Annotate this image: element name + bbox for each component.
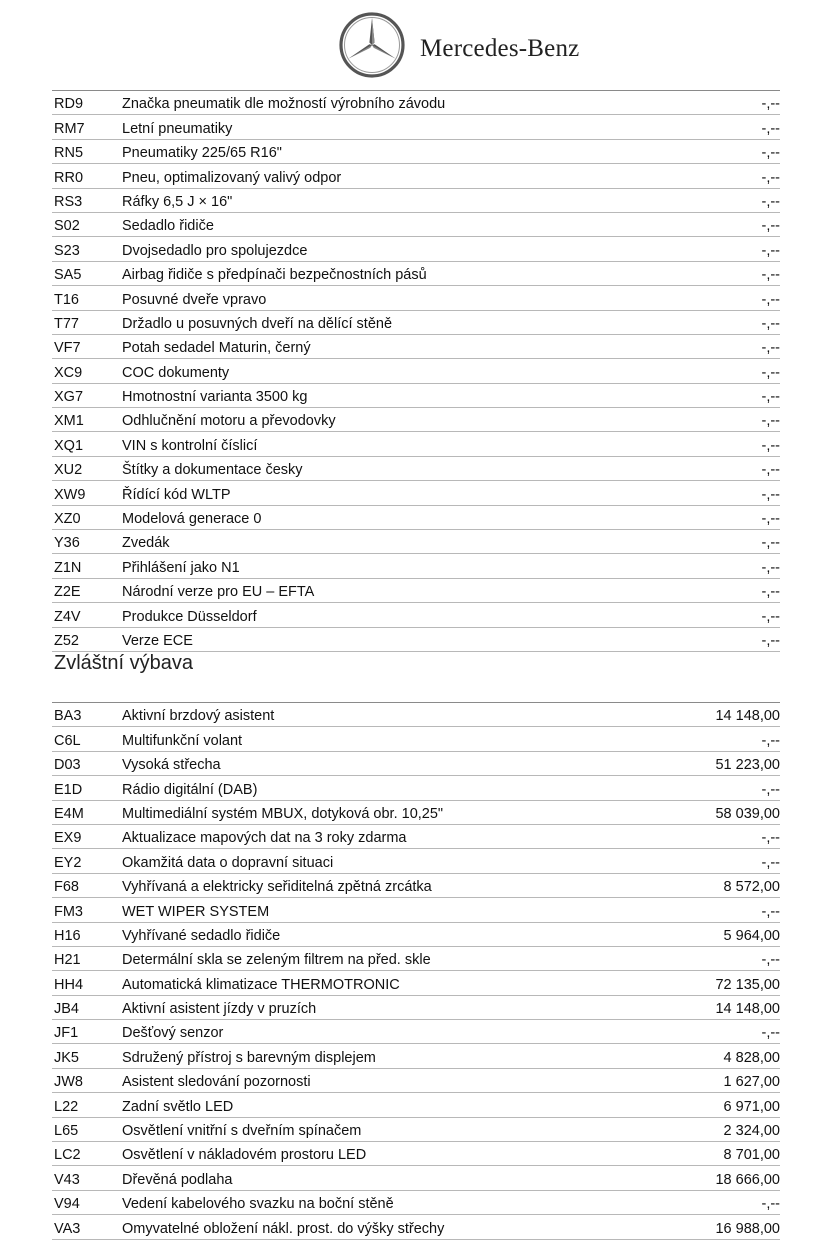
option-description: Držadlo u posuvných dveří na dělící stěně: [122, 310, 744, 334]
table-row: [52, 800, 780, 824]
option-code: VF7: [52, 334, 122, 358]
option-price: -,--: [744, 456, 780, 480]
option-code: JK5: [52, 1044, 122, 1068]
option-description: Dešťový senzor: [122, 1020, 670, 1044]
option-code: RD9: [52, 91, 122, 115]
table-row: [52, 1190, 780, 1214]
option-price: -,--: [744, 91, 780, 115]
option-code: XG7: [52, 383, 122, 407]
brand-header: [338, 10, 579, 80]
option-price: -,--: [744, 286, 780, 310]
option-price: -,--: [744, 554, 780, 578]
option-price: -,--: [744, 603, 780, 627]
option-description: Vyhřívaná a elektricky seřiditelná zpětná zrcátka: [122, 873, 670, 897]
option-description: Airbag řidiče s předpínači bezpečnostních pásů: [122, 261, 744, 285]
option-price: 58 039,00: [670, 800, 780, 824]
option-code: RN5: [52, 139, 122, 163]
table-row: [52, 578, 780, 602]
option-description: Pneu, optimalizovaný valivý odpor: [122, 164, 744, 188]
option-code: Z52: [52, 627, 122, 651]
option-code: HH4: [52, 971, 122, 995]
option-code: LC2: [52, 1142, 122, 1166]
option-code: L22: [52, 1093, 122, 1117]
option-price: -,--: [744, 627, 780, 651]
option-code: SA5: [52, 261, 122, 285]
option-description: Asistent sledování pozornosti: [122, 1068, 670, 1092]
table-row: [52, 554, 780, 578]
option-price: -,--: [744, 383, 780, 407]
option-code: Z4V: [52, 603, 122, 627]
table-row: [52, 383, 780, 407]
option-price: 72 135,00: [670, 971, 780, 995]
option-price: -,--: [670, 898, 780, 922]
option-code: L65: [52, 1117, 122, 1141]
option-description: Modelová generace 0: [122, 505, 744, 529]
table-row: [52, 873, 780, 897]
option-price: -,--: [744, 261, 780, 285]
table-row: [52, 456, 780, 480]
option-price: 18 666,00: [670, 1166, 780, 1190]
option-code: C6L: [52, 727, 122, 751]
mercedes-star-icon: [338, 11, 406, 79]
option-description: Pneumatiky 225/65 R16": [122, 139, 744, 163]
brand-name: Mercedes-Benz: [420, 35, 580, 62]
option-price: -,--: [744, 481, 780, 505]
option-code: EX9: [52, 824, 122, 848]
option-price: 14 148,00: [670, 703, 780, 727]
option-description: Vedení kabelového svazku na boční stěně: [122, 1190, 670, 1214]
option-description: Aktivní asistent jízdy v pruzích: [122, 995, 670, 1019]
option-price: -,--: [744, 188, 780, 212]
table-row: [52, 237, 780, 261]
option-price: 5 964,00: [670, 922, 780, 946]
table-row: [52, 849, 780, 873]
table-row: [52, 286, 780, 310]
option-code: Y36: [52, 530, 122, 554]
table-row: [52, 898, 780, 922]
table-row: [52, 91, 780, 115]
option-price: -,--: [744, 578, 780, 602]
option-description: Ráfky 6,5 J × 16": [122, 188, 744, 212]
option-description: VIN s kontrolní číslicí: [122, 432, 744, 456]
option-description: Omyvatelné obložení nákl. prost. do výšky střechy: [122, 1215, 670, 1239]
option-description: Letní pneumatiky: [122, 115, 744, 139]
option-code: XU2: [52, 456, 122, 480]
option-price: -,--: [670, 849, 780, 873]
option-code: F68: [52, 873, 122, 897]
option-description: Multifunkční volant: [122, 727, 670, 751]
option-code: XM1: [52, 408, 122, 432]
table-row: [52, 703, 780, 727]
option-code: EY2: [52, 849, 122, 873]
option-code: E4M: [52, 800, 122, 824]
option-description: Aktivní brzdový asistent: [122, 703, 670, 727]
table-row: [52, 727, 780, 751]
option-code: RR0: [52, 164, 122, 188]
option-description: Dvojsedadlo pro spolujezdce: [122, 237, 744, 261]
table-row: [52, 408, 780, 432]
option-description: WET WIPER SYSTEM: [122, 898, 670, 922]
option-price: 4 828,00: [670, 1044, 780, 1068]
option-code: T16: [52, 286, 122, 310]
option-description: Sdružený přístroj s barevným displejem: [122, 1044, 670, 1068]
table-row: [52, 603, 780, 627]
option-code: XZ0: [52, 505, 122, 529]
option-price: 2 324,00: [670, 1117, 780, 1141]
option-description: COC dokumenty: [122, 359, 744, 383]
option-description: Přihlášení jako N1: [122, 554, 744, 578]
option-description: Vysoká střecha: [122, 751, 670, 775]
option-description: Aktualizace mapových dat na 3 roky zdarma: [122, 824, 670, 848]
option-price: -,--: [670, 824, 780, 848]
option-description: Sedadlo řidiče: [122, 212, 744, 236]
option-code: H21: [52, 946, 122, 970]
option-code: XW9: [52, 481, 122, 505]
option-code: RS3: [52, 188, 122, 212]
option-price: -,--: [670, 1190, 780, 1214]
option-price: -,--: [744, 530, 780, 554]
option-price: 8 572,00: [670, 873, 780, 897]
option-code: E1D: [52, 776, 122, 800]
option-description: Verze ECE: [122, 627, 744, 651]
option-description: Národní verze pro EU – EFTA: [122, 578, 744, 602]
option-price: -,--: [744, 164, 780, 188]
option-price: -,--: [744, 237, 780, 261]
option-code: JW8: [52, 1068, 122, 1092]
table-row: [52, 188, 780, 212]
table-row: [52, 1020, 780, 1044]
table-row: [52, 359, 780, 383]
option-price: 51 223,00: [670, 751, 780, 775]
option-price: -,--: [744, 139, 780, 163]
table-row: [52, 212, 780, 236]
option-description: Osvětlení v nákladovém prostoru LED: [122, 1142, 670, 1166]
option-price: 16 988,00: [670, 1215, 780, 1239]
option-code: XC9: [52, 359, 122, 383]
option-description: Zadní světlo LED: [122, 1093, 670, 1117]
table-row: [52, 776, 780, 800]
option-description: Determální skla se zeleným filtrem na před. skle: [122, 946, 670, 970]
option-code: Z2E: [52, 578, 122, 602]
option-code: VA3: [52, 1215, 122, 1239]
option-code: XQ1: [52, 432, 122, 456]
option-price: -,--: [744, 505, 780, 529]
option-code: V94: [52, 1190, 122, 1214]
special-equipment-title: Zvláštní výbava: [54, 652, 193, 674]
table-row: [52, 1117, 780, 1141]
table-row: [52, 627, 780, 651]
table-row: [52, 971, 780, 995]
option-description: Odhlučnění motoru a převodovky: [122, 408, 744, 432]
table-row: [52, 824, 780, 848]
option-description: Řídící kód WLTP: [122, 481, 744, 505]
option-description: Zvedák: [122, 530, 744, 554]
option-description: Štítky a dokumentace česky: [122, 456, 744, 480]
table-row: [52, 505, 780, 529]
option-code: H16: [52, 922, 122, 946]
option-description: Dřevěná podlaha: [122, 1166, 670, 1190]
option-price: -,--: [744, 212, 780, 236]
table-row: [52, 1093, 780, 1117]
table-row: [52, 530, 780, 554]
table-row: [52, 334, 780, 358]
option-description: Posuvné dveře vpravo: [122, 286, 744, 310]
table-row: [52, 1142, 780, 1166]
option-price: 6 971,00: [670, 1093, 780, 1117]
option-price: -,--: [744, 359, 780, 383]
option-code: FM3: [52, 898, 122, 922]
option-price: -,--: [744, 408, 780, 432]
option-price: -,--: [744, 115, 780, 139]
table-row: [52, 1044, 780, 1068]
option-description: Hmotnostní varianta 3500 kg: [122, 383, 744, 407]
table-row: [52, 164, 780, 188]
option-description: Osvětlení vnitřní s dveřním spínačem: [122, 1117, 670, 1141]
option-price: 8 701,00: [670, 1142, 780, 1166]
option-code: JB4: [52, 995, 122, 1019]
option-description: Automatická klimatizace THERMOTRONIC: [122, 971, 670, 995]
option-price: -,--: [744, 432, 780, 456]
option-code: S23: [52, 237, 122, 261]
option-description: Okamžitá data o dopravní situaci: [122, 849, 670, 873]
table-row: [52, 1166, 780, 1190]
option-description: Produkce Düsseldorf: [122, 603, 744, 627]
option-description: Rádio digitální (DAB): [122, 776, 670, 800]
option-price: -,--: [670, 727, 780, 751]
table-row: [52, 1215, 780, 1239]
option-description: Potah sedadel Maturin, černý: [122, 334, 744, 358]
table-row: [52, 922, 780, 946]
option-price: -,--: [744, 310, 780, 334]
table-row: [52, 1068, 780, 1092]
option-description: Značka pneumatik dle možností výrobního závodu: [122, 91, 744, 115]
table-row: [52, 751, 780, 775]
option-code: T77: [52, 310, 122, 334]
option-price: 1 627,00: [670, 1068, 780, 1092]
option-price: -,--: [670, 776, 780, 800]
table-row: [52, 115, 780, 139]
option-description: Vyhřívané sedadlo řidiče: [122, 922, 670, 946]
option-code: D03: [52, 751, 122, 775]
option-code: RM7: [52, 115, 122, 139]
table-row: [52, 481, 780, 505]
option-code: V43: [52, 1166, 122, 1190]
option-code: S02: [52, 212, 122, 236]
option-price: 14 148,00: [670, 995, 780, 1019]
table-row: [52, 432, 780, 456]
table-row: [52, 139, 780, 163]
option-code: JF1: [52, 1020, 122, 1044]
option-price: -,--: [670, 1020, 780, 1044]
option-code: Z1N: [52, 554, 122, 578]
option-code: BA3: [52, 703, 122, 727]
special-equipment-table: [52, 702, 780, 1240]
option-price: -,--: [744, 334, 780, 358]
table-row: [52, 946, 780, 970]
standard-equipment-table: [52, 90, 780, 652]
table-row: [52, 310, 780, 334]
table-row: [52, 261, 780, 285]
option-price: -,--: [670, 946, 780, 970]
table-row: [52, 995, 780, 1019]
option-description: Multimediální systém MBUX, dotyková obr. 10,25": [122, 800, 670, 824]
